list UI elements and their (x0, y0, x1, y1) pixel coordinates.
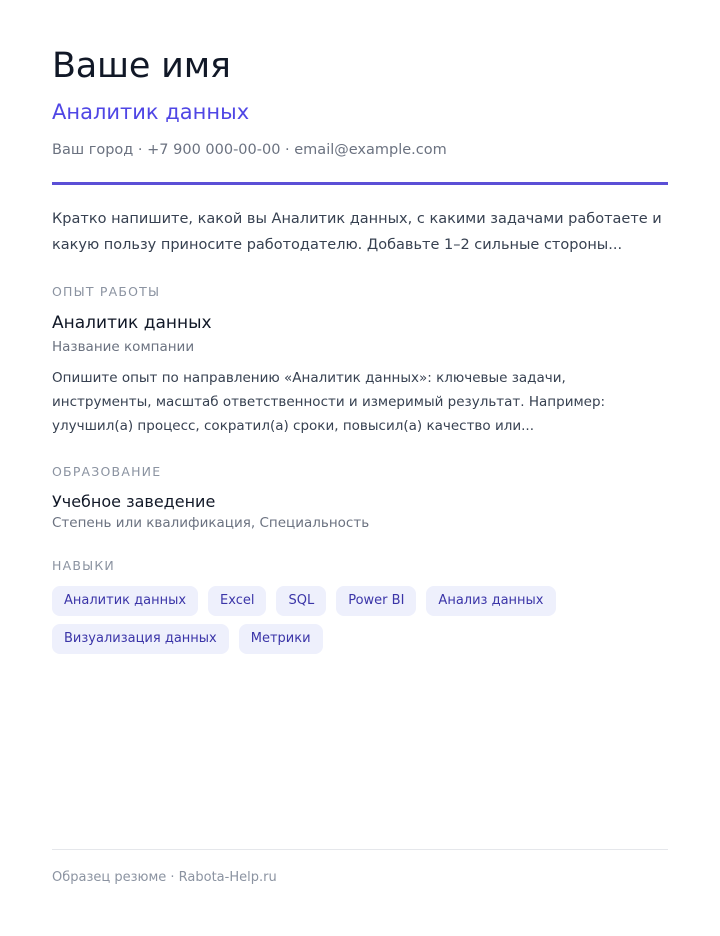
experience-section-title: ОПЫТ РАБОТЫ (52, 284, 161, 299)
header-divider (52, 182, 668, 185)
education-section-title: ОБРАЗОВАНИЕ (52, 464, 162, 479)
skills-list (52, 586, 572, 654)
skill-chip: Метрики (239, 624, 323, 654)
job-description: Опишите опыт по направлению «Аналитик данных»: ключевые задачи, инструменты, масштаб ответственности и измеримый результат. Например: улучшил(а) процесс, сократил(а) сроки, повысил(а) качество или... (52, 370, 606, 434)
skill-chip: Excel (208, 586, 266, 616)
skill-chip: Анализ данных (426, 586, 555, 616)
candidate-name: Ваше имя (52, 46, 231, 86)
summary-text: Кратко напишите, какой вы Аналитик данных, с какими задачами работаете и какую пользу приносите работодателю. Добавьте 1–2 сильные стороны... (52, 211, 662, 253)
skill-chip: Аналитик данных (52, 586, 198, 616)
skill-chip: Power BI (336, 586, 416, 616)
skill-chip: Визуализация данных (52, 624, 229, 654)
education-institution: Учебное заведение (52, 492, 216, 511)
skills-section-title: НАВЫКИ (52, 558, 115, 573)
education-degree: Степень или квалификация, Специальность (52, 515, 370, 531)
candidate-role: Аналитик данных (52, 100, 250, 124)
footer-divider (52, 849, 668, 850)
resume-content (52, 44, 668, 654)
footer-text: Образец резюме · Rabota-Help.ru (52, 870, 277, 885)
job-position: Аналитик данных (52, 313, 212, 333)
company-name: Название компании (52, 339, 195, 355)
skill-chip: SQL (276, 586, 326, 616)
contact-line: Ваш город · +7 900 000-00-00 · email@example.com (52, 142, 447, 158)
